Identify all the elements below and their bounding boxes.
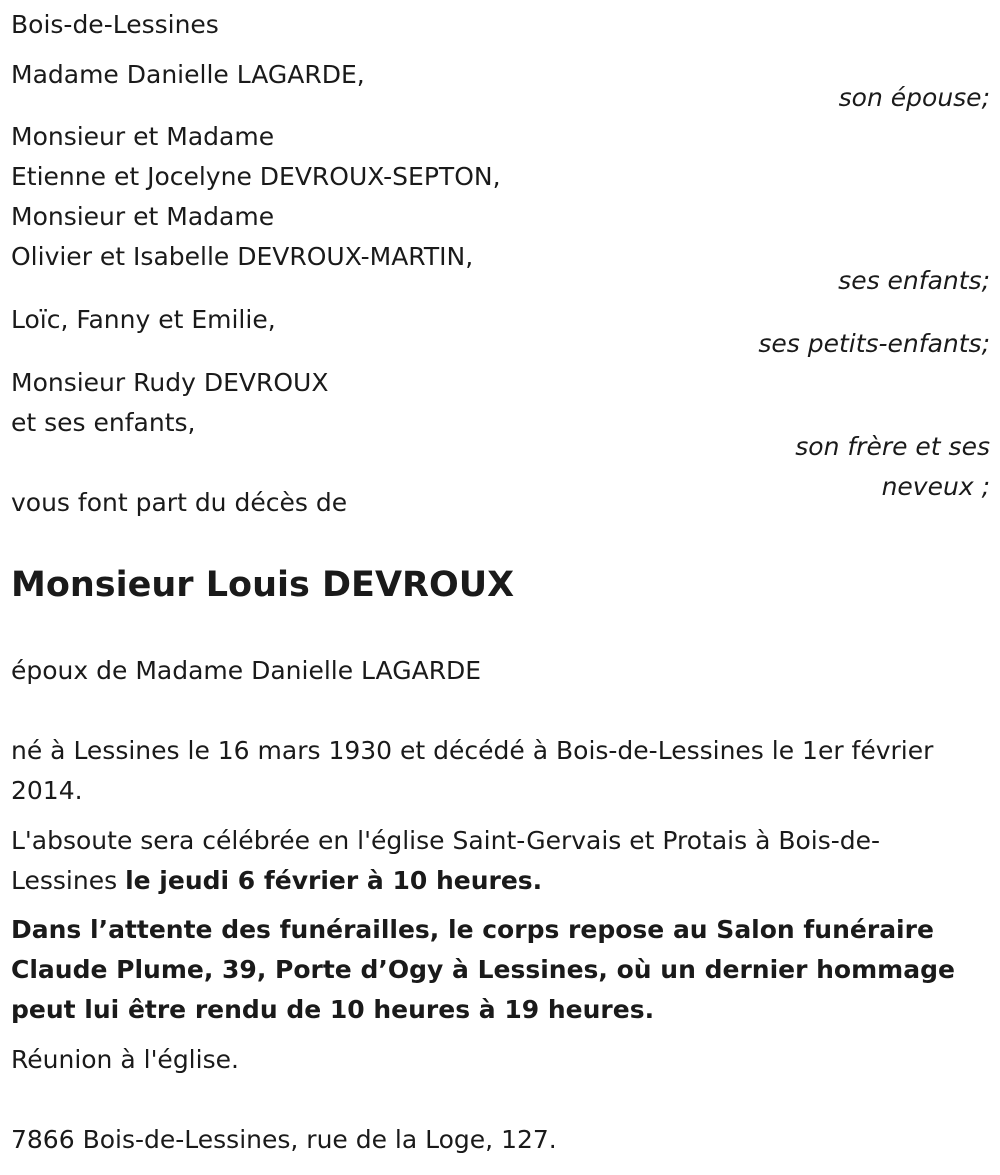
address: 7866 Bois-de-Lessines, rue de la Loge, 127. bbox=[11, 1125, 557, 1154]
absoute-line-2 bbox=[11, 861, 542, 901]
brother-role-line-2: neveux ; bbox=[881, 472, 990, 501]
funeral-home-line-2: Claude Plume, 39, Porte d’Ogy à Lessines, où un dernier hommage bbox=[11, 955, 955, 984]
spouse-name: Madame Danielle LAGARDE, bbox=[11, 60, 365, 89]
grandchildren: Loïc, Fanny et Emilie, bbox=[11, 305, 276, 334]
funeral-home-line-1: Dans l’attente des funérailles, le corps repose au Salon funéraire bbox=[11, 915, 934, 944]
absoute-plain: Lessines bbox=[11, 866, 126, 895]
meeting: Réunion à l'église. bbox=[11, 1045, 239, 1074]
brother-line-2: et ses enfants, bbox=[11, 408, 196, 437]
children-role: ses enfants; bbox=[838, 266, 990, 295]
grandchildren-role: ses petits-enfants; bbox=[758, 329, 990, 358]
birth-death-line-1: né à Lessines le 16 mars 1930 et décédé à Bois-de-Lessines le 1er février bbox=[11, 736, 934, 765]
brother-line-1: Monsieur Rudy DEVROUX bbox=[11, 368, 329, 397]
announcement: vous font part du décès de bbox=[11, 488, 348, 517]
brother-role-line-1: son frère et ses bbox=[795, 432, 990, 461]
spouse-role: son épouse; bbox=[838, 83, 990, 112]
child-line-2: Etienne et Jocelyne DEVROUX-SEPTON, bbox=[11, 162, 501, 191]
child-line-4: Olivier et Isabelle DEVROUX-MARTIN, bbox=[11, 242, 474, 271]
child-line-3: Monsieur et Madame bbox=[11, 202, 275, 231]
absoute-line-1: L'absoute sera célébrée en l'église Saint-Gervais et Protais à Bois-de- bbox=[11, 826, 881, 855]
absoute-date: le jeudi 6 février à 10 heures. bbox=[125, 866, 543, 895]
child-line-1: Monsieur et Madame bbox=[11, 122, 275, 151]
spouse-of: époux de Madame Danielle LAGARDE bbox=[11, 656, 482, 685]
birth-death-line-2: 2014. bbox=[11, 776, 83, 805]
funeral-home-line-3: peut lui être rendu de 10 heures à 19 heures. bbox=[11, 995, 655, 1024]
place-heading: Bois-de-Lessines bbox=[11, 10, 219, 39]
deceased-name: Monsieur Louis DEVROUX bbox=[11, 565, 515, 605]
